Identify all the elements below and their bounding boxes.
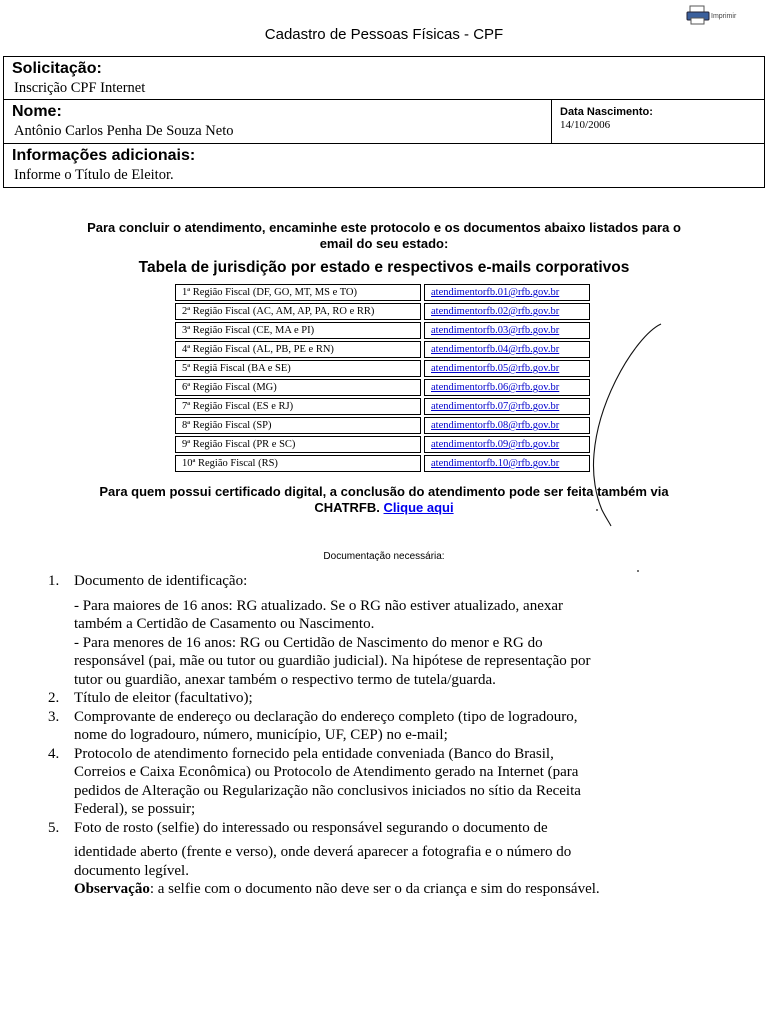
- item4-l2: Correios e Caixa Econômica) ou Protocolo de Atendimento gerado na Internet (para: [74, 764, 579, 780]
- data-nascimento-label: Data Nascimento:: [560, 106, 653, 118]
- data-nascimento-box: [551, 99, 765, 144]
- certificate-line-2: [0, 500, 768, 516]
- certificate-line-1: Para quem possui certificado digital, a conclusão do atendimento pode ser feita também via: [99, 484, 669, 499]
- item-title: Documento de identificação:: [74, 573, 248, 589]
- region-cell: 7ª Região Fiscal (ES e RJ): [175, 398, 421, 415]
- item4-l1: Protocolo de atendimento fornecido pela entidade conveniada (Banco do Brasil,: [74, 745, 554, 762]
- table-row: [175, 398, 590, 415]
- item1-sub2-l3: tutor ou guardião, anexar também o respectivo termo de tutela/guarda.: [74, 671, 496, 688]
- email-link[interactable]: atendimentorfb.07@rfb.gov.br: [431, 401, 560, 412]
- region-cell: 1ª Região Fiscal (DF, GO, MT, MS e TO): [175, 284, 421, 301]
- page-title: Cadastro de Pessoas Físicas - CPF: [264, 26, 504, 43]
- region-cell: 9ª Região Fiscal (PR e SC): [175, 436, 421, 453]
- region-cell: 3ª Região Fiscal (CE, MA e PI): [175, 322, 421, 339]
- nome-label: Nome:: [12, 103, 62, 120]
- table-row: [175, 417, 590, 434]
- item1-sub1-l1: - Para maiores de 16 anos: RG atualizado. Se o RG não estiver atualizado, anexar: [74, 597, 564, 614]
- table-row: [175, 322, 590, 339]
- region-cell: 6ª Região Fiscal (MG): [175, 379, 421, 396]
- list-item: [48, 689, 764, 708]
- instruction-line-1: Para concluir o atendimento, encaminhe este protocolo e os documentos abaixo listados para o: [87, 220, 681, 235]
- item5-l1: Foto de rosto (selfie) do interessado ou responsável segurando o documento de: [74, 819, 548, 836]
- observation-label: Observação: [74, 881, 150, 897]
- table-row: [175, 341, 590, 358]
- item5-observation: [74, 880, 764, 899]
- email-link[interactable]: atendimentorfb.10@rfb.gov.br: [431, 458, 560, 469]
- info-adicionais-box: [3, 143, 765, 188]
- info-adicionais-value: Informe o Título de Eleitor.: [14, 167, 174, 183]
- region-cell: 8ª Região Fiscal (SP): [175, 417, 421, 434]
- email-cell: [424, 455, 590, 472]
- item-number: 1.: [48, 573, 60, 589]
- email-cell: [424, 417, 590, 434]
- item3-l1: Comprovante de endereço ou declaração do endereço completo (tipo de logradouro,: [74, 708, 578, 725]
- certificate-note: [0, 484, 768, 516]
- email-link[interactable]: atendimentorfb.09@rfb.gov.br: [431, 439, 560, 450]
- item-number: 2.: [48, 690, 60, 706]
- print-button[interactable]: [684, 4, 764, 26]
- region-cell: 10ª Região Fiscal (RS): [175, 455, 421, 472]
- table-row: [175, 455, 590, 472]
- table-row: [175, 284, 590, 301]
- observation-text: : a selfie com o documento não deve ser o da criança e sim do responsável.: [149, 881, 600, 897]
- table-row: [175, 360, 590, 377]
- email-cell: [424, 303, 590, 320]
- item-number: 3.: [48, 708, 60, 725]
- item5-l3: documento legível.: [74, 862, 189, 879]
- region-table: [172, 282, 593, 474]
- email-link[interactable]: atendimentorfb.05@rfb.gov.br: [431, 363, 560, 374]
- item1-sub1-l2: também a Certidão de Casamento ou Nascimento.: [74, 616, 375, 632]
- email-link[interactable]: atendimentorfb.04@rfb.gov.br: [431, 344, 560, 355]
- solicitacao-box: [3, 56, 765, 100]
- solicitacao-value: Inscrição CPF Internet: [14, 80, 146, 96]
- email-cell: [424, 322, 590, 339]
- item1-sub2-l2: responsável (pai, mãe ou tutor ou guardião judicial). Na hipótese de representação por: [74, 653, 591, 669]
- nome-box: [3, 99, 552, 144]
- email-cell: [424, 284, 590, 301]
- email-cell: [424, 436, 590, 453]
- print-label: Imprimir: [711, 13, 737, 20]
- email-cell: [424, 398, 590, 415]
- data-nascimento-value: 14/10/2006: [560, 119, 611, 131]
- item3-l2: nome do logradouro, número, município, UF, CEP) no e-mail;: [74, 727, 448, 743]
- table-row: [175, 379, 590, 396]
- docs-heading: Documentação necessária:: [323, 551, 445, 562]
- email-cell: [424, 341, 590, 358]
- document-list: [48, 572, 764, 899]
- item-number: 4.: [48, 745, 60, 762]
- region-cell: 5ª Regiã Fiscal (BA e SE): [175, 360, 421, 377]
- email-link[interactable]: atendimentorfb.06@rfb.gov.br: [431, 382, 560, 393]
- item5-l2: identidade aberto (frente e verso), onde deverá aparecer a fotografia e o número do: [74, 844, 572, 860]
- email-link[interactable]: atendimentorfb.02@rfb.gov.br: [431, 306, 560, 317]
- nome-value: Antônio Carlos Penha De Souza Neto: [14, 123, 234, 139]
- printer-icon: [686, 5, 710, 25]
- list-item: [48, 572, 764, 689]
- item4-l3: pedidos de Alteração ou Regularização não conclusivos iniciados no sítio da Receita: [74, 782, 581, 799]
- table-title: Tabela de jurisdição por estado e respectivos e-mails corporativos: [138, 259, 630, 276]
- clique-aqui-link[interactable]: Clique aqui: [383, 500, 454, 515]
- list-item: [48, 745, 764, 819]
- email-link[interactable]: atendimentorfb.03@rfb.gov.br: [431, 325, 560, 336]
- item2-text: Título de eleitor (facultativo);: [74, 690, 253, 706]
- info-adicionais-label: Informações adicionais:: [12, 147, 196, 164]
- email-cell: [424, 379, 590, 396]
- item-number: 5.: [48, 819, 60, 836]
- item1-sub2-l1: - Para menores de 16 anos: RG ou Certidão de Nascimento do menor e RG do: [74, 634, 543, 651]
- list-item: [48, 819, 764, 899]
- region-cell: 4ª Região Fiscal (AL, PB, PE e RN): [175, 341, 421, 358]
- item4-l4: Federal), se possuir;: [74, 801, 196, 817]
- table-row: [175, 303, 590, 320]
- region-cell: 2ª Região Fiscal (AC, AM, AP, PA, RO e RR): [175, 303, 421, 320]
- email-link[interactable]: atendimentorfb.01@rfb.gov.br: [431, 287, 560, 298]
- email-cell: [424, 360, 590, 377]
- instruction-text: [0, 220, 768, 252]
- instruction-line-2: email do seu estado:: [319, 236, 449, 251]
- solicitacao-label: Solicitação:: [12, 60, 102, 77]
- list-item: [48, 708, 764, 745]
- table-row: [175, 436, 590, 453]
- certificate-chatrfb: CHATRFB.: [314, 500, 380, 515]
- email-link[interactable]: atendimentorfb.08@rfb.gov.br: [431, 420, 560, 431]
